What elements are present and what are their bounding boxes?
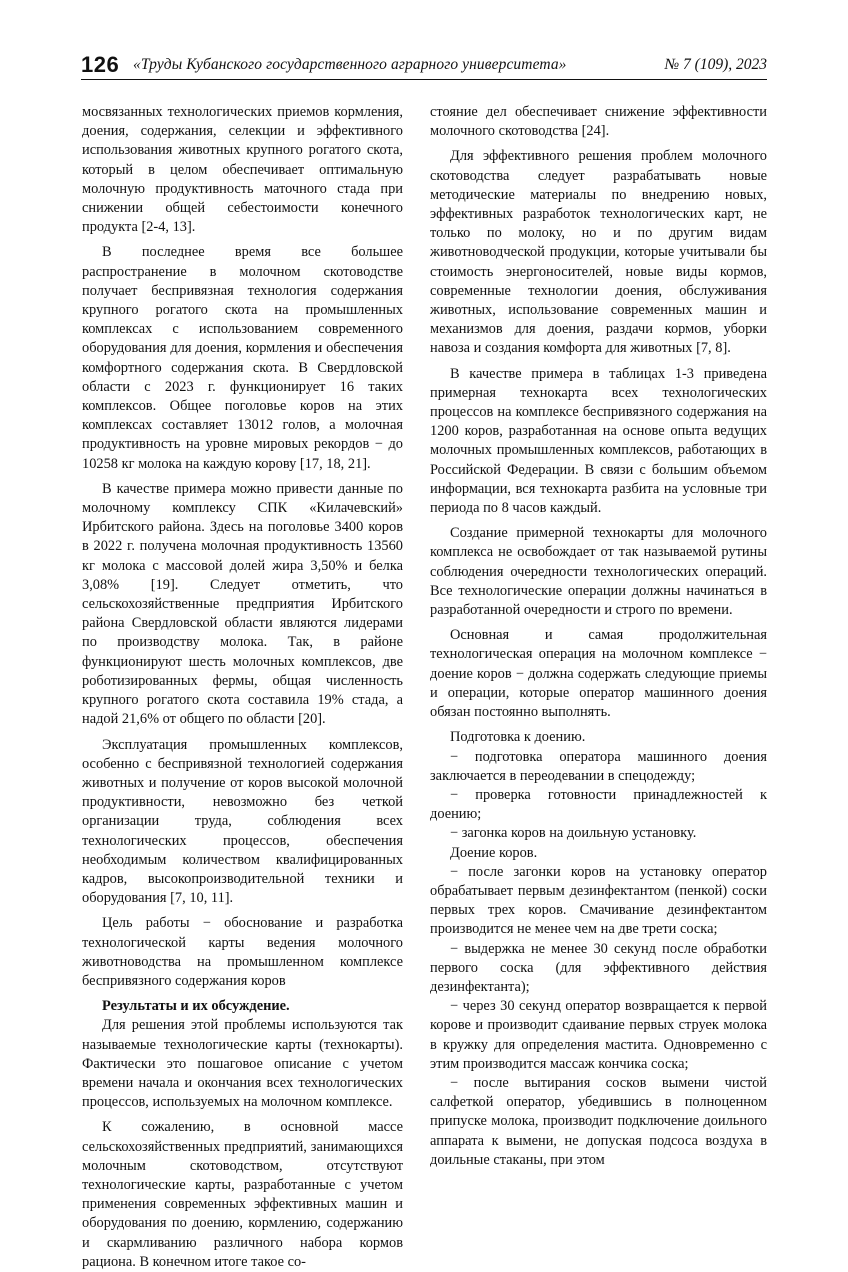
- paragraph: В качестве примера можно привести данные по молочному комплексу СПК «Килачевский» Ирбитского района. Здесь на поголовье 3400 коров в 2022 г. получена молочная продуктивность 13560 кг молока с массовой долей жира 3,50% и белка 3,08% [19]. Следует отметить, что сельскохозяйственные предприятия Ирбитского района Свердловской области являются лидерами по производству молока. Так, в районе функционируют шесть молочных комплексов, две роботизированных фермы, общая численность крупного рогатого скота составила 19% стада, а надой 21,6% от общего по области [20].: [82, 480, 403, 728]
- paragraph: Подготовка к доению.: [450, 729, 586, 746]
- paragraph: В качестве примера в таблицах 1-3 приведена примерная технокарта всех технологических процессов на комплексе беспривязного содержания на 1200 коров, разработанная на основе опыта ведущих молочных промышленных комплексов, работающих в Российской Федерации. В связи с большим объемом информации, вся технокарта разбита на условные три периода по 8 часов каждый.: [430, 365, 767, 517]
- issue-number: № 7 (109), 2023: [664, 56, 767, 73]
- paragraph: Доение коров.: [450, 844, 538, 861]
- paragraph: − через 30 секунд оператор возвращается к первой корове и производит сдаивание первых струек молока в кружку для определения мастита. Одновременно с этим производится массаж кончика соска;: [430, 998, 767, 1072]
- paragraph: − подготовка оператора машинного доения заключается в переодевании в спецодежду;: [430, 748, 767, 784]
- paragraph: Для эффективного решения проблем молочного скотоводства следует разрабатывать новые методические материалы по внедрению новых, эффективных разработок технологических карт, не только по молоку, но и по другим видам животноводческой продукции, которые учитывали бы стоимость энергоносителей, новые виды кормов, современные технологии доения, обслуживания животных, использование современных машин и механизмов для доения, раздачи кормов, уборки навоза и создания комфорта для животных [7, 8].: [430, 148, 767, 357]
- right-column: [430, 103, 767, 1170]
- page-number: 126: [81, 52, 120, 77]
- paragraph: − проверка готовности принадлежностей к доению;: [430, 786, 767, 823]
- paragraph: В последнее время все большее распространение в молочном скотоводстве получает беспривязная технология содержания крупного рогатого скота на промышленных комплексах с использованием современного оборудования для доения, кормления и обеспечения комфортного содержания скота. В Свердловской области с 2023 г. функционирует 16 таких комплексов. Общее поголовье коров на этих комплексах составляет 13012 голов, а молочная продуктивность на уровне мировых рекордов − до 10258 кг молока на каждую корову [17, 18, 21].: [82, 244, 403, 472]
- running-header: [81, 52, 767, 80]
- paragraph: Основная и самая продолжительная технологическая операция на молочном комплексе − доение коров − должна содержать следующие приемы и операции, которые оператор машинного доения обязан постоянно выполнять.: [430, 627, 767, 721]
- paragraph: Цель работы − обоснование и разработка технологической карты ведения молочного животноводства на промышленном комплексе беспривязного содержания коров: [82, 915, 403, 989]
- paragraph: К сожалению, в основной массе сельскохозяйственных предприятий, занимающихся молочным скотоводством, отсутствуют технологические карты, разработанные с учетом применения современных эффективных машин и оборудования по доению, кормлению, содержанию и скармливанию различного набора кормов рациона. В конечном итоге такое со-: [82, 1119, 403, 1270]
- section-heading: Результаты и их обсуждение.: [102, 998, 290, 1015]
- paragraph: мосвязанных технологических приемов кормления, доения, содержания, селекции и эффективного использования животных крупного рогатого скота, который в целом обеспечивает оптимальную молочную продуктивность маточного стада при снижении общей себестоимости конечного продукта [2-4, 13].: [82, 104, 403, 236]
- left-column: [82, 103, 403, 1272]
- journal-title: «Труды Кубанского государственного аграрного университета»: [133, 56, 567, 73]
- paragraph: − после загонки коров на установку оператор обрабатывает первым дезинфектантом (пенкой) соски первых трех коров. Смачивание дезинфектантом производится не менее чем на две трети соска;: [430, 863, 767, 938]
- paragraph: Для решения этой проблемы используются так называемые технологические карты (технокарты). Фактически это пошаговое описание с учетом времени начала и окончания всех технологических процессов, используемых на молочном комплексе.: [82, 1017, 403, 1111]
- paragraph: − выдержка не менее 30 секунд после обработки первого соска (для эффективного действия дезинфектанта);: [430, 940, 767, 995]
- paragraph: стояние дел обеспечивает снижение эффективности молочного скотоводства [24].: [430, 104, 767, 140]
- paragraph: − загонка коров на доильную установку.: [450, 825, 697, 842]
- paragraph: − после вытирания сосков вымени чистой салфеткой оператор, убедившись в полноценном припуске молока, производит подключение доильного аппарата к вымени, не допуская подсоса воздуха в доильные стаканы, при этом: [430, 1074, 767, 1168]
- paragraph: Эксплуатация промышленных комплексов, особенно с беспривязной технологией содержания животных и получение от коров высокой молочной продуктивности, невозможно без четкой организации труда, соблюдения всех технологических процессов, обеспечения необходимым количеством квалифицированных кадров, высокопроизводительной техники и оборудования [7, 10, 11].: [82, 736, 403, 907]
- paragraph: Создание примерной технокарты для молочного комплекса не освобождает от так называемой рутины соблюдения очередности технологических операций. Все технологические операции должны начинаться в разработанной очередности и строго по времени.: [430, 525, 767, 619]
